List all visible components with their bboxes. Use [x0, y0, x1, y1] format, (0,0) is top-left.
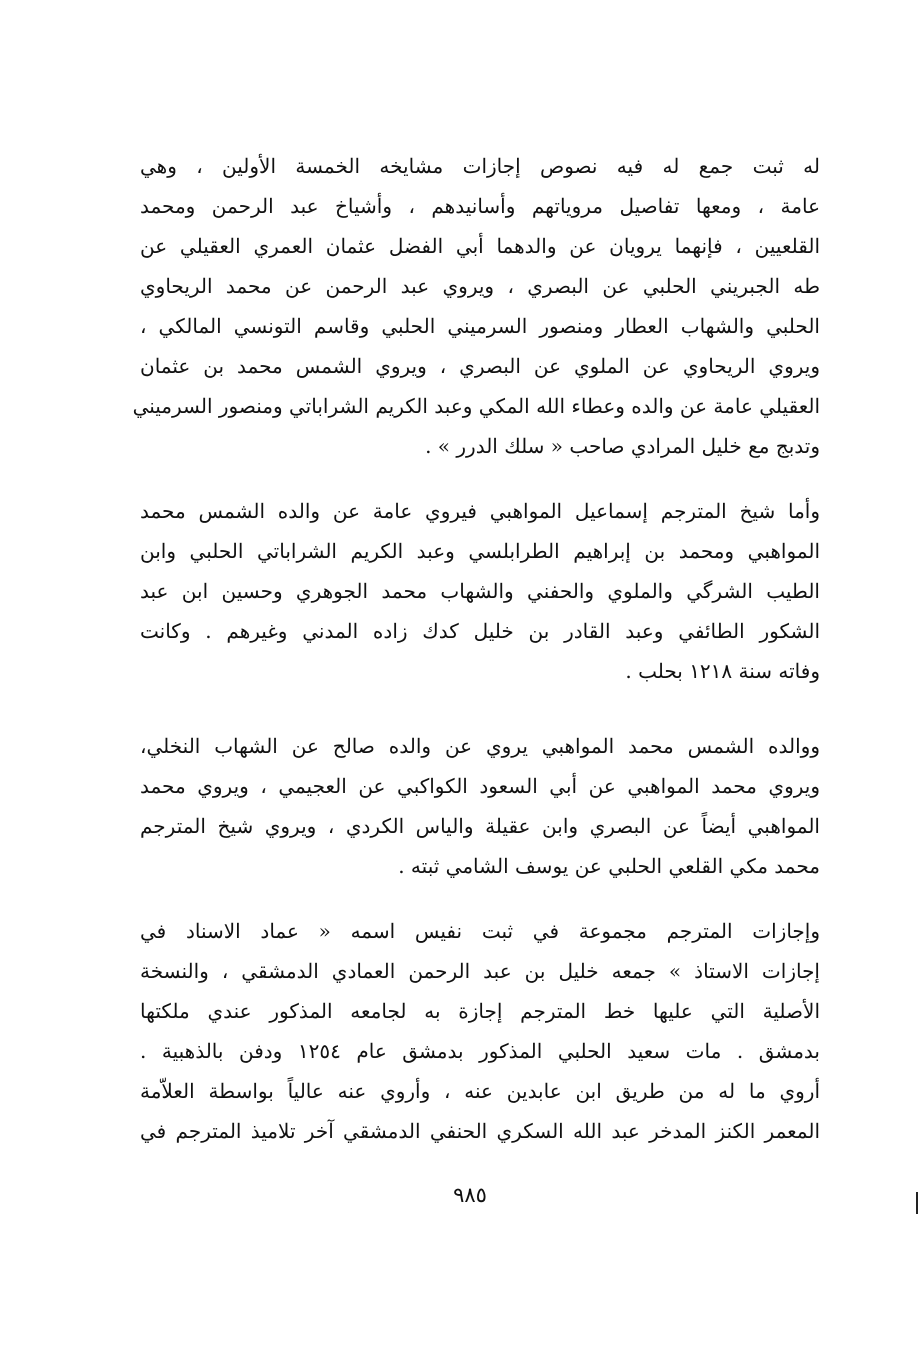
text-line: ويروي الريحاوي عن الملوي عن البصري ، ويروي الشمس محمد بن عثمان	[140, 354, 820, 378]
text-line: وإجازات المترجم مجموعة في ثبت نفيس اسمه « عماد الاسناد في	[140, 919, 820, 943]
paragraph-2	[140, 491, 820, 691]
text-line: وفاته سنة ١٢١٨ بحلب .	[625, 659, 820, 683]
paragraph-4	[140, 911, 820, 1151]
text-line: عامة ، ومعها تفاصيل مروياتهم وأسانيدهم ، وأشياخ عبد الرحمن ومحمد	[140, 194, 820, 218]
page-edge-mark	[916, 1192, 918, 1214]
text-line: المعمر الكنز المدخر عبد الله السكري الحنفي الدمشقي آخر تلاميذ المترجم في	[140, 1119, 820, 1143]
text-line: إجازات الاستاذ » جمعه خليل بن عبد الرحمن العمادي الدمشقي ، والنسخة	[140, 959, 820, 983]
text-line: القلعيين ، فإنهما يرويان عن والدهما أبي الفضل عثمان العمري العقيلي عن	[140, 234, 820, 258]
text-line: محمد مكي القلعي الحلبي عن يوسف الشامي ثبته .	[398, 854, 820, 878]
text-line: الحلبي والشهاب العطار ومنصور السرميني الحلبي وقاسم التونسي المالكي ،	[140, 314, 820, 338]
text-line: أروي ما له من طريق ابن عابدين عنه ، وأروي عنه عالياً بواسطة العلاّمة	[140, 1079, 820, 1103]
text-line: الأصلية التي عليها خط المترجم إجازة به لجامعه المذكور عندي ملكتها	[140, 999, 820, 1023]
text-line: له ثبت جمع له فيه نصوص إجازات مشايخه الخمسة الأولين ، وهي	[140, 154, 820, 178]
text-line: المواهبي ومحمد بن إبراهيم الطرابلسي وعبد الكريم الشراباتي الحلبي وابن	[140, 539, 820, 563]
text-line: طه الجبريني الحلبي عن البصري ، ويروي عبد الرحمن عن محمد الريحاوي	[140, 274, 820, 298]
paragraph-3	[140, 726, 820, 886]
text-line: ويروي محمد المواهبي عن أبي السعود الكواكبي عن العجيمي ، ويروي محمد	[140, 774, 820, 798]
paragraph-1	[132, 146, 820, 466]
text-line: وتدبج مع خليل المرادي صاحب « سلك الدرر » .	[425, 434, 820, 458]
text-line: الشكور الطائفي وعبد القادر بن خليل كدك زاده المدني وغيرهم . وكانت	[140, 619, 820, 643]
text-line: ووالده الشمس محمد المواهبي يروي عن والده صالح عن الشهاب النخلي،	[140, 734, 820, 758]
text-line: وأما شيخ المترجم إسماعيل المواهبي فيروي عامة عن والده الشمس محمد	[140, 499, 820, 523]
text-line: بدمشق . مات سعيد الحلبي المذكور بدمشق عام ١٢٥٤ ودفن بالذهبية .	[140, 1039, 820, 1063]
text-line: العقيلي عامة عن والده وعطاء الله المكي وعبد الكريم الشراباتي ومنصور السرميني	[132, 394, 820, 418]
text-line: المواهبي أيضاً عن البصري وابن عقيلة والياس الكردي ، ويروي شيخ المترجم	[140, 814, 820, 838]
text-line: الطيب الشرگي والملوي والحفني والشهاب محمد الجوهري وحسين ابن عبد	[140, 579, 820, 603]
page-number: ٩٨٥	[453, 1183, 487, 1207]
